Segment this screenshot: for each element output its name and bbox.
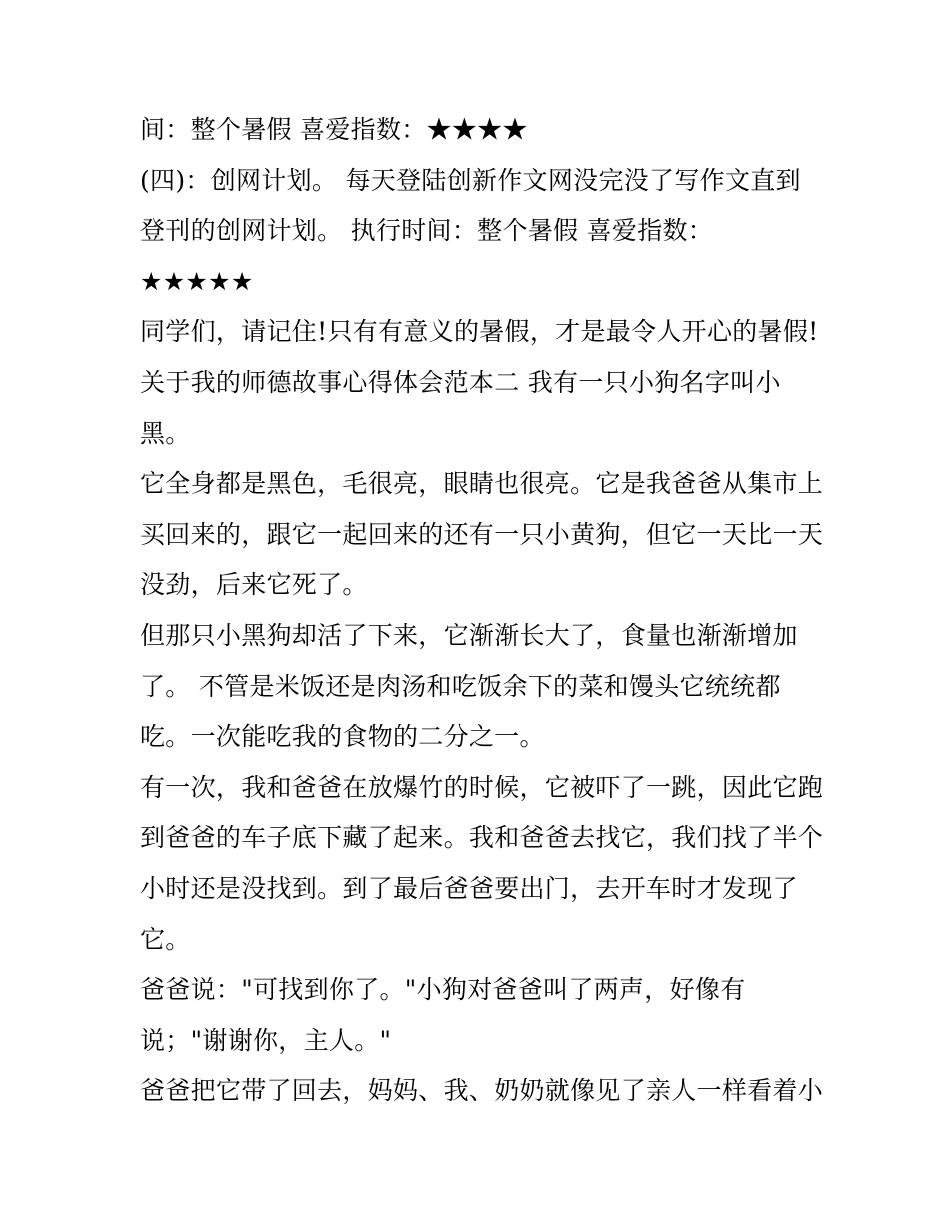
text-line: 吃。一次能吃我的食物的二分之一。 [140, 722, 545, 752]
text-line: 同学们，请记住!只有有意义的暑假，才是最令人开心的暑假! [140, 317, 819, 347]
text-line: 爸爸说："可找到你了。"小狗对爸爸叫了两声，好像有 [140, 975, 746, 1005]
document-body [140, 105, 830, 1117]
text-line: 间：整个暑假 喜爱指数：★★★★ [140, 115, 528, 144]
text-line: 没劲，后来它死了。 [140, 570, 368, 600]
text-line: (四)：创网计划。 每天登陆创新作文网没完没了写作文直到 [140, 165, 801, 195]
text-line: 登刊的创网计划。 执行时间：整个暑假 喜爱指数： [140, 216, 714, 246]
text-line: 说；"谢谢你，主人。" [140, 1025, 392, 1055]
text-line: 买回来的，跟它一起回来的还有一只小黄狗，但它一天比一天 [140, 519, 824, 549]
text-line: 但那只小黑狗却活了下来，它渐渐长大了，食量也渐渐增加 [140, 620, 798, 650]
text-line: 有一次，我和爸爸在放爆竹的时候，它被吓了一跳，因此它跑 [140, 772, 824, 802]
text-line: 到爸爸的车子底下藏了起来。我和爸爸去找它，我们找了半个 [140, 823, 824, 853]
text-line: 它。 [140, 924, 191, 954]
text-line: 关于我的师德故事心得体会范本二 我有一只小狗名字叫小 [140, 367, 781, 397]
text-line: ★★★★★ [140, 266, 254, 296]
text-line: 了。 不管是米饭还是肉汤和吃饭余下的菜和馒头它统统都 [140, 671, 781, 701]
text-line: 它全身都是黑色，毛很亮，眼睛也很亮。它是我爸爸从集市上 [140, 469, 824, 499]
text-line: 爸爸把它带了回去，妈妈、我、奶奶就像见了亲人一样看着小 [140, 1076, 824, 1106]
text-line: 小时还是没找到。到了最后爸爸要出门，去开车时才发现了 [140, 873, 798, 903]
text-line: 黑。 [140, 418, 191, 448]
